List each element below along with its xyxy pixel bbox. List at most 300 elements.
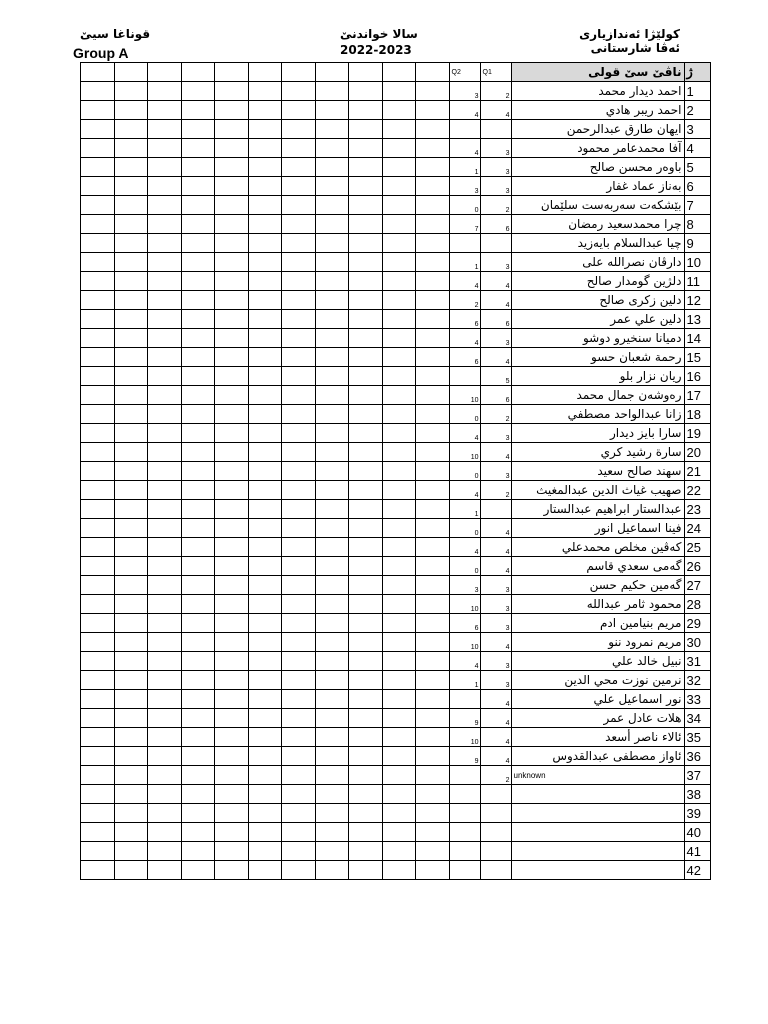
empty-grade-cell[interactable] xyxy=(215,139,249,158)
empty-grade-cell[interactable] xyxy=(148,538,182,557)
empty-grade-cell[interactable] xyxy=(315,690,349,709)
empty-grade-cell[interactable] xyxy=(148,576,182,595)
empty-grade-cell[interactable] xyxy=(81,747,115,766)
empty-grade-cell[interactable] xyxy=(248,766,282,785)
empty-grade-cell[interactable] xyxy=(215,823,249,842)
empty-grade-cell[interactable] xyxy=(148,652,182,671)
student-name-cell[interactable]: چرا محمدسعید رمضان xyxy=(511,215,684,234)
empty-grade-cell[interactable] xyxy=(349,348,383,367)
student-name-cell[interactable]: رحمة شعبان حسو xyxy=(511,348,684,367)
empty-grade-cell[interactable] xyxy=(349,196,383,215)
empty-grade-cell[interactable] xyxy=(148,747,182,766)
student-name-cell[interactable]: نرمین نوزت محي الدین xyxy=(511,671,684,690)
q2-cell[interactable]: 1 xyxy=(449,158,480,177)
empty-grade-cell[interactable] xyxy=(248,139,282,158)
empty-grade-cell[interactable] xyxy=(349,576,383,595)
empty-grade-cell[interactable] xyxy=(382,595,416,614)
student-name-cell[interactable]: محمود ثامر عبدالله xyxy=(511,595,684,614)
empty-grade-cell[interactable] xyxy=(349,728,383,747)
empty-grade-cell[interactable] xyxy=(248,671,282,690)
empty-grade-cell[interactable] xyxy=(114,671,148,690)
empty-grade-cell[interactable] xyxy=(416,101,450,120)
empty-grade-cell[interactable] xyxy=(148,614,182,633)
empty-grade-cell[interactable] xyxy=(315,728,349,747)
empty-grade-cell[interactable] xyxy=(81,804,115,823)
q2-cell[interactable]: 0 xyxy=(449,196,480,215)
empty-grade-cell[interactable] xyxy=(81,234,115,253)
empty-grade-cell[interactable] xyxy=(416,234,450,253)
empty-grade-cell[interactable] xyxy=(81,120,115,139)
empty-grade-cell[interactable] xyxy=(349,690,383,709)
empty-grade-cell[interactable] xyxy=(349,234,383,253)
empty-grade-cell[interactable] xyxy=(248,120,282,139)
empty-grade-cell[interactable] xyxy=(181,481,215,500)
empty-grade-cell[interactable] xyxy=(382,63,416,82)
empty-grade-cell[interactable] xyxy=(114,367,148,386)
empty-grade-cell[interactable] xyxy=(315,215,349,234)
empty-grade-cell[interactable] xyxy=(382,310,416,329)
empty-grade-cell[interactable] xyxy=(382,747,416,766)
empty-grade-cell[interactable] xyxy=(416,519,450,538)
empty-grade-cell[interactable] xyxy=(382,709,416,728)
empty-grade-cell[interactable] xyxy=(114,348,148,367)
q1-cell[interactable] xyxy=(480,804,511,823)
empty-grade-cell[interactable] xyxy=(181,652,215,671)
empty-grade-cell[interactable] xyxy=(349,443,383,462)
empty-grade-cell[interactable] xyxy=(349,272,383,291)
empty-grade-cell[interactable] xyxy=(248,785,282,804)
empty-grade-cell[interactable] xyxy=(248,443,282,462)
empty-grade-cell[interactable] xyxy=(181,82,215,101)
empty-grade-cell[interactable] xyxy=(282,823,316,842)
empty-grade-cell[interactable] xyxy=(114,690,148,709)
empty-grade-cell[interactable] xyxy=(315,709,349,728)
q1-cell[interactable]: 2 xyxy=(480,481,511,500)
empty-grade-cell[interactable] xyxy=(315,557,349,576)
student-name-cell[interactable]: دمیانا سنخیرو دوشو xyxy=(511,329,684,348)
q2-cell[interactable]: 3 xyxy=(449,82,480,101)
q2-cell[interactable]: 3 xyxy=(449,576,480,595)
empty-grade-cell[interactable] xyxy=(382,785,416,804)
empty-grade-cell[interactable] xyxy=(81,253,115,272)
empty-grade-cell[interactable] xyxy=(349,424,383,443)
empty-grade-cell[interactable] xyxy=(81,766,115,785)
empty-grade-cell[interactable] xyxy=(315,158,349,177)
empty-grade-cell[interactable] xyxy=(315,633,349,652)
empty-grade-cell[interactable] xyxy=(416,386,450,405)
empty-grade-cell[interactable] xyxy=(248,557,282,576)
empty-grade-cell[interactable] xyxy=(248,633,282,652)
q2-cell[interactable]: 1 xyxy=(449,253,480,272)
empty-grade-cell[interactable] xyxy=(416,63,450,82)
empty-grade-cell[interactable] xyxy=(114,861,148,880)
empty-grade-cell[interactable] xyxy=(148,177,182,196)
empty-grade-cell[interactable] xyxy=(282,405,316,424)
empty-grade-cell[interactable] xyxy=(181,196,215,215)
empty-grade-cell[interactable] xyxy=(349,386,383,405)
q2-cell[interactable] xyxy=(449,120,480,139)
empty-grade-cell[interactable] xyxy=(215,424,249,443)
q2-cell[interactable]: Q2 xyxy=(449,63,480,82)
empty-grade-cell[interactable] xyxy=(181,747,215,766)
empty-grade-cell[interactable] xyxy=(114,576,148,595)
empty-grade-cell[interactable] xyxy=(215,120,249,139)
q1-cell[interactable]: 3 xyxy=(480,576,511,595)
empty-grade-cell[interactable] xyxy=(248,310,282,329)
empty-grade-cell[interactable] xyxy=(416,671,450,690)
empty-grade-cell[interactable] xyxy=(81,101,115,120)
empty-grade-cell[interactable] xyxy=(181,500,215,519)
empty-grade-cell[interactable] xyxy=(382,633,416,652)
q1-cell[interactable]: 3 xyxy=(480,671,511,690)
empty-grade-cell[interactable] xyxy=(148,823,182,842)
empty-grade-cell[interactable] xyxy=(114,196,148,215)
empty-grade-cell[interactable] xyxy=(114,272,148,291)
q2-cell[interactable] xyxy=(449,861,480,880)
q2-cell[interactable] xyxy=(449,766,480,785)
empty-grade-cell[interactable] xyxy=(349,63,383,82)
empty-grade-cell[interactable] xyxy=(215,766,249,785)
empty-grade-cell[interactable] xyxy=(181,728,215,747)
student-name-cell[interactable]: فینا اسماعیل انور xyxy=(511,519,684,538)
empty-grade-cell[interactable] xyxy=(315,82,349,101)
empty-grade-cell[interactable] xyxy=(81,443,115,462)
empty-grade-cell[interactable] xyxy=(215,329,249,348)
empty-grade-cell[interactable] xyxy=(181,272,215,291)
empty-grade-cell[interactable] xyxy=(382,424,416,443)
q2-cell[interactable]: 4 xyxy=(449,139,480,158)
empty-grade-cell[interactable] xyxy=(215,652,249,671)
empty-grade-cell[interactable] xyxy=(215,728,249,747)
empty-grade-cell[interactable] xyxy=(215,348,249,367)
empty-grade-cell[interactable] xyxy=(114,519,148,538)
empty-grade-cell[interactable] xyxy=(382,842,416,861)
empty-grade-cell[interactable] xyxy=(349,405,383,424)
student-name-cell[interactable]: باوەر محسن صالح xyxy=(511,158,684,177)
student-name-cell[interactable]: آفا محمدعامر محمود xyxy=(511,139,684,158)
empty-grade-cell[interactable] xyxy=(349,82,383,101)
q1-cell[interactable]: 4 xyxy=(480,538,511,557)
student-name-cell[interactable]: دلین علي عمر xyxy=(511,310,684,329)
empty-grade-cell[interactable] xyxy=(215,291,249,310)
empty-grade-cell[interactable] xyxy=(382,272,416,291)
empty-grade-cell[interactable] xyxy=(148,424,182,443)
empty-grade-cell[interactable] xyxy=(416,557,450,576)
empty-grade-cell[interactable] xyxy=(315,462,349,481)
empty-grade-cell[interactable] xyxy=(382,215,416,234)
empty-grade-cell[interactable] xyxy=(248,747,282,766)
empty-grade-cell[interactable] xyxy=(215,576,249,595)
empty-grade-cell[interactable] xyxy=(416,253,450,272)
q2-cell[interactable]: 1 xyxy=(449,500,480,519)
q1-cell[interactable]: 4 xyxy=(480,690,511,709)
empty-grade-cell[interactable] xyxy=(349,310,383,329)
empty-grade-cell[interactable] xyxy=(248,253,282,272)
q1-cell[interactable]: 3 xyxy=(480,652,511,671)
empty-grade-cell[interactable] xyxy=(114,652,148,671)
empty-grade-cell[interactable] xyxy=(114,158,148,177)
empty-grade-cell[interactable] xyxy=(114,633,148,652)
empty-grade-cell[interactable] xyxy=(148,557,182,576)
empty-grade-cell[interactable] xyxy=(382,234,416,253)
empty-grade-cell[interactable] xyxy=(416,842,450,861)
empty-grade-cell[interactable] xyxy=(81,671,115,690)
empty-grade-cell[interactable] xyxy=(81,158,115,177)
empty-grade-cell[interactable] xyxy=(81,272,115,291)
empty-grade-cell[interactable] xyxy=(315,595,349,614)
empty-grade-cell[interactable] xyxy=(382,823,416,842)
empty-grade-cell[interactable] xyxy=(315,538,349,557)
empty-grade-cell[interactable] xyxy=(248,158,282,177)
empty-grade-cell[interactable] xyxy=(148,139,182,158)
empty-grade-cell[interactable] xyxy=(81,329,115,348)
empty-grade-cell[interactable] xyxy=(114,139,148,158)
student-name-cell[interactable]: ئالاء ناصر أسعد xyxy=(511,728,684,747)
empty-grade-cell[interactable] xyxy=(81,614,115,633)
empty-grade-cell[interactable] xyxy=(382,614,416,633)
empty-grade-cell[interactable] xyxy=(215,538,249,557)
empty-grade-cell[interactable] xyxy=(148,158,182,177)
empty-grade-cell[interactable] xyxy=(349,139,383,158)
empty-grade-cell[interactable] xyxy=(282,576,316,595)
empty-grade-cell[interactable] xyxy=(382,728,416,747)
empty-grade-cell[interactable] xyxy=(81,595,115,614)
q1-cell[interactable]: 4 xyxy=(480,443,511,462)
empty-grade-cell[interactable] xyxy=(215,405,249,424)
q2-cell[interactable] xyxy=(449,823,480,842)
empty-grade-cell[interactable] xyxy=(349,633,383,652)
empty-grade-cell[interactable] xyxy=(282,120,316,139)
empty-grade-cell[interactable] xyxy=(416,728,450,747)
empty-grade-cell[interactable] xyxy=(181,671,215,690)
empty-grade-cell[interactable] xyxy=(282,139,316,158)
q2-cell[interactable]: 4 xyxy=(449,272,480,291)
empty-grade-cell[interactable] xyxy=(248,538,282,557)
empty-grade-cell[interactable] xyxy=(349,842,383,861)
empty-grade-cell[interactable] xyxy=(181,291,215,310)
empty-grade-cell[interactable] xyxy=(282,500,316,519)
empty-grade-cell[interactable] xyxy=(114,614,148,633)
q2-cell[interactable]: 10 xyxy=(449,728,480,747)
empty-grade-cell[interactable] xyxy=(81,709,115,728)
empty-grade-cell[interactable] xyxy=(181,329,215,348)
empty-grade-cell[interactable] xyxy=(416,481,450,500)
empty-grade-cell[interactable] xyxy=(282,63,316,82)
empty-grade-cell[interactable] xyxy=(114,500,148,519)
empty-grade-cell[interactable] xyxy=(282,519,316,538)
empty-grade-cell[interactable] xyxy=(114,291,148,310)
empty-grade-cell[interactable] xyxy=(416,538,450,557)
empty-grade-cell[interactable] xyxy=(148,196,182,215)
empty-grade-cell[interactable] xyxy=(349,861,383,880)
empty-grade-cell[interactable] xyxy=(148,253,182,272)
empty-grade-cell[interactable] xyxy=(215,462,249,481)
q1-cell[interactable]: 3 xyxy=(480,614,511,633)
empty-grade-cell[interactable] xyxy=(148,766,182,785)
empty-grade-cell[interactable] xyxy=(181,709,215,728)
empty-grade-cell[interactable] xyxy=(315,443,349,462)
empty-grade-cell[interactable] xyxy=(148,272,182,291)
empty-grade-cell[interactable] xyxy=(248,652,282,671)
empty-grade-cell[interactable] xyxy=(114,842,148,861)
empty-grade-cell[interactable] xyxy=(416,310,450,329)
empty-grade-cell[interactable] xyxy=(114,63,148,82)
empty-grade-cell[interactable] xyxy=(416,177,450,196)
empty-grade-cell[interactable] xyxy=(148,519,182,538)
q2-cell[interactable] xyxy=(449,785,480,804)
q1-cell[interactable] xyxy=(480,785,511,804)
empty-grade-cell[interactable] xyxy=(148,861,182,880)
student-name-cell[interactable]: ئاواز مصطفى عبدالقدوس xyxy=(511,747,684,766)
empty-grade-cell[interactable] xyxy=(148,234,182,253)
empty-grade-cell[interactable] xyxy=(349,462,383,481)
q1-cell[interactable] xyxy=(480,120,511,139)
empty-grade-cell[interactable] xyxy=(148,709,182,728)
q1-cell[interactable] xyxy=(480,823,511,842)
empty-grade-cell[interactable] xyxy=(181,690,215,709)
empty-grade-cell[interactable] xyxy=(81,500,115,519)
empty-grade-cell[interactable] xyxy=(148,728,182,747)
empty-grade-cell[interactable] xyxy=(282,215,316,234)
empty-grade-cell[interactable] xyxy=(215,804,249,823)
empty-grade-cell[interactable] xyxy=(148,82,182,101)
empty-grade-cell[interactable] xyxy=(215,519,249,538)
empty-grade-cell[interactable] xyxy=(215,177,249,196)
empty-grade-cell[interactable] xyxy=(181,405,215,424)
empty-grade-cell[interactable] xyxy=(416,709,450,728)
empty-grade-cell[interactable] xyxy=(315,652,349,671)
empty-grade-cell[interactable] xyxy=(349,671,383,690)
empty-grade-cell[interactable] xyxy=(81,633,115,652)
student-name-cell[interactable]: صهیب غیاث الدین عبدالمغیث xyxy=(511,481,684,500)
empty-grade-cell[interactable] xyxy=(349,101,383,120)
empty-grade-cell[interactable] xyxy=(382,329,416,348)
empty-grade-cell[interactable] xyxy=(282,671,316,690)
q2-cell[interactable]: 6 xyxy=(449,310,480,329)
empty-grade-cell[interactable] xyxy=(282,538,316,557)
q2-cell[interactable]: 3 xyxy=(449,177,480,196)
empty-grade-cell[interactable] xyxy=(349,709,383,728)
empty-grade-cell[interactable] xyxy=(114,595,148,614)
empty-grade-cell[interactable] xyxy=(248,63,282,82)
empty-grade-cell[interactable] xyxy=(382,690,416,709)
empty-grade-cell[interactable] xyxy=(315,196,349,215)
q2-cell[interactable]: 9 xyxy=(449,709,480,728)
empty-grade-cell[interactable] xyxy=(416,139,450,158)
empty-grade-cell[interactable] xyxy=(248,177,282,196)
empty-grade-cell[interactable] xyxy=(181,253,215,272)
empty-grade-cell[interactable] xyxy=(181,215,215,234)
empty-grade-cell[interactable] xyxy=(349,481,383,500)
empty-grade-cell[interactable] xyxy=(81,405,115,424)
empty-grade-cell[interactable] xyxy=(148,120,182,139)
empty-grade-cell[interactable] xyxy=(248,348,282,367)
empty-grade-cell[interactable] xyxy=(248,82,282,101)
empty-grade-cell[interactable] xyxy=(148,348,182,367)
empty-grade-cell[interactable] xyxy=(416,120,450,139)
student-name-cell[interactable]: گەمین حكیم حسن xyxy=(511,576,684,595)
empty-grade-cell[interactable] xyxy=(148,367,182,386)
empty-grade-cell[interactable] xyxy=(81,424,115,443)
empty-grade-cell[interactable] xyxy=(181,443,215,462)
empty-grade-cell[interactable] xyxy=(416,462,450,481)
empty-grade-cell[interactable] xyxy=(282,424,316,443)
empty-grade-cell[interactable] xyxy=(181,234,215,253)
empty-grade-cell[interactable] xyxy=(315,823,349,842)
student-name-cell[interactable]: احمد دیدار محمد xyxy=(511,82,684,101)
empty-grade-cell[interactable] xyxy=(81,215,115,234)
empty-grade-cell[interactable] xyxy=(349,367,383,386)
empty-grade-cell[interactable] xyxy=(315,101,349,120)
empty-grade-cell[interactable] xyxy=(114,538,148,557)
student-name-cell[interactable]: هلات عادل عمر xyxy=(511,709,684,728)
q1-cell[interactable]: 6 xyxy=(480,215,511,234)
empty-grade-cell[interactable] xyxy=(215,861,249,880)
empty-grade-cell[interactable] xyxy=(181,576,215,595)
q1-cell[interactable] xyxy=(480,861,511,880)
empty-grade-cell[interactable] xyxy=(181,766,215,785)
empty-grade-cell[interactable] xyxy=(114,747,148,766)
empty-grade-cell[interactable] xyxy=(181,842,215,861)
empty-grade-cell[interactable] xyxy=(282,443,316,462)
empty-grade-cell[interactable] xyxy=(215,82,249,101)
q1-cell[interactable]: 2 xyxy=(480,82,511,101)
empty-grade-cell[interactable] xyxy=(416,82,450,101)
empty-grade-cell[interactable] xyxy=(382,557,416,576)
empty-grade-cell[interactable] xyxy=(282,367,316,386)
empty-grade-cell[interactable] xyxy=(215,633,249,652)
empty-grade-cell[interactable] xyxy=(215,595,249,614)
empty-grade-cell[interactable] xyxy=(382,500,416,519)
empty-grade-cell[interactable] xyxy=(315,804,349,823)
empty-grade-cell[interactable] xyxy=(282,177,316,196)
empty-grade-cell[interactable] xyxy=(81,367,115,386)
empty-grade-cell[interactable] xyxy=(382,120,416,139)
empty-grade-cell[interactable] xyxy=(315,785,349,804)
empty-grade-cell[interactable] xyxy=(215,310,249,329)
student-name-cell[interactable]: بەناز عماد غفار xyxy=(511,177,684,196)
q1-cell[interactable]: 2 xyxy=(480,196,511,215)
empty-grade-cell[interactable] xyxy=(148,462,182,481)
empty-grade-cell[interactable] xyxy=(114,215,148,234)
empty-grade-cell[interactable] xyxy=(215,386,249,405)
empty-grade-cell[interactable] xyxy=(148,842,182,861)
empty-grade-cell[interactable] xyxy=(416,367,450,386)
empty-grade-cell[interactable] xyxy=(382,405,416,424)
q2-cell[interactable]: 4 xyxy=(449,101,480,120)
empty-grade-cell[interactable] xyxy=(215,101,249,120)
empty-grade-cell[interactable] xyxy=(81,386,115,405)
empty-grade-cell[interactable] xyxy=(315,424,349,443)
empty-grade-cell[interactable] xyxy=(315,63,349,82)
empty-grade-cell[interactable] xyxy=(315,348,349,367)
empty-grade-cell[interactable] xyxy=(315,329,349,348)
empty-grade-cell[interactable] xyxy=(416,196,450,215)
q1-cell[interactable]: 4 xyxy=(480,291,511,310)
empty-grade-cell[interactable] xyxy=(282,234,316,253)
empty-grade-cell[interactable] xyxy=(382,481,416,500)
empty-grade-cell[interactable] xyxy=(215,63,249,82)
empty-grade-cell[interactable] xyxy=(349,538,383,557)
q1-cell[interactable] xyxy=(480,842,511,861)
empty-grade-cell[interactable] xyxy=(114,405,148,424)
empty-grade-cell[interactable] xyxy=(81,348,115,367)
empty-grade-cell[interactable] xyxy=(181,519,215,538)
empty-grade-cell[interactable] xyxy=(181,785,215,804)
empty-grade-cell[interactable] xyxy=(349,614,383,633)
empty-grade-cell[interactable] xyxy=(282,709,316,728)
empty-grade-cell[interactable] xyxy=(114,443,148,462)
